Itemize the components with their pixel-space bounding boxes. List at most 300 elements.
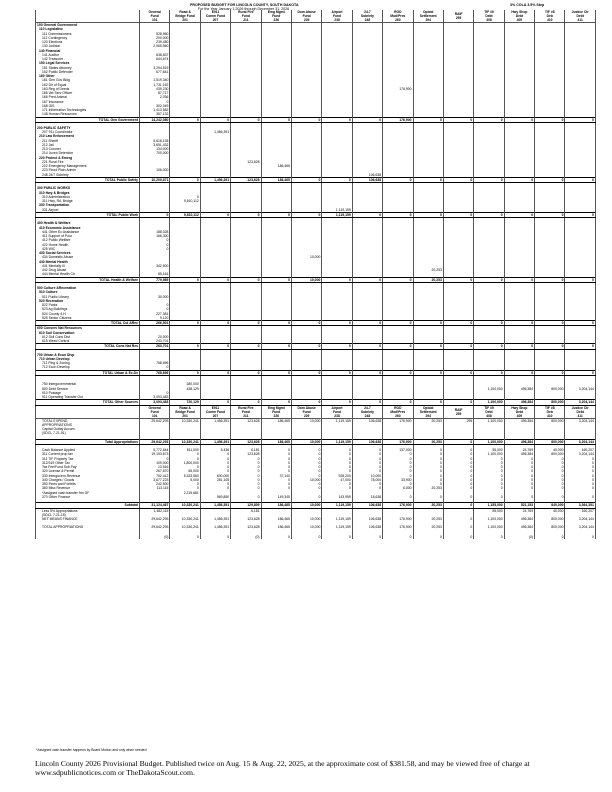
amount-cell: 0 <box>443 535 473 539</box>
row-label: TOTAL EXPEND. <box>36 418 140 423</box>
column-header-line: E911 <box>211 10 220 14</box>
row-label: 163 Reg of Deeds <box>36 87 140 91</box>
amount-cell: 55,000 <box>474 508 504 513</box>
amount-cell: 0 <box>352 370 382 375</box>
amount-cell: 0 <box>291 474 321 478</box>
amount-cell: 0 <box>443 482 473 486</box>
column-header <box>200 10 230 23</box>
amount-cell: 0 <box>504 457 534 461</box>
amount-cell: 0 <box>200 344 230 349</box>
row-label: 331 Airport <box>36 208 140 213</box>
row-label: Tax Fee/Fund Sub Pay <box>36 465 140 469</box>
column-header-line: Debt <box>576 14 584 18</box>
amount-cell: 0 <box>413 535 443 539</box>
amount-cell: 20,253 <box>413 277 443 282</box>
amount-cell: 1,119,159 <box>322 212 352 217</box>
amount-cell: 5,436 <box>200 448 230 452</box>
amount-cell: 0 <box>565 277 595 282</box>
column-header <box>443 405 473 418</box>
row-label: 442 Drug Abuse <box>36 268 140 272</box>
amount-cell: 134,000 <box>140 147 170 151</box>
column-header-line: 408 <box>486 413 492 418</box>
amount-cell: 0 <box>383 452 413 456</box>
row-label: 166 Pred Animal <box>36 95 140 99</box>
amount-cell: 0 <box>535 117 565 122</box>
amount-cell: 0 <box>261 457 291 461</box>
amount-cell: 0 <box>443 177 473 182</box>
column-header-line: Dom Abuse <box>297 405 316 410</box>
amount-cell: 0 <box>261 117 291 122</box>
amount-cell: 0 <box>231 117 261 122</box>
amount-cell: 0 <box>231 277 261 282</box>
amount-cell: 0 <box>474 344 504 349</box>
row-label: 370 Other Finance <box>36 495 140 499</box>
row-label: 311 TIF Property Tax <box>36 457 140 461</box>
amount-cell: 0 <box>565 495 595 499</box>
row-label: TOTAL Public Work <box>36 212 140 217</box>
amount-cell: 0 <box>413 212 443 217</box>
amount-cell: 0 <box>231 478 261 482</box>
column-header-line: Dom Abuse <box>297 10 316 14</box>
amount-cell: 0 <box>322 465 352 469</box>
amount-cell: 0 <box>565 469 595 473</box>
amount-cell: 0 <box>535 478 565 482</box>
amount-cell: 6,181 <box>231 508 261 513</box>
amount-cell: 176,900 <box>383 87 413 91</box>
amount-cell: 0 <box>200 212 230 217</box>
column-header <box>291 405 321 418</box>
row-label: 223 Flood Plain Admin <box>36 168 140 172</box>
row-label: 207 911 Coordinator <box>36 130 140 134</box>
amount-cell: 5,333,560 <box>170 474 200 478</box>
amount-cell: 0 <box>140 391 170 395</box>
amount-cell: 29,642,293 <box>140 525 170 529</box>
column-header-row <box>36 405 596 418</box>
column-header-line: 226 <box>273 413 280 418</box>
amount-cell: 720,129 <box>170 400 200 405</box>
column-header-line: 248 <box>364 413 371 418</box>
row-label: 910 Postage <box>36 391 140 395</box>
amount-cell: 1,119,159 <box>322 503 352 508</box>
amount-cell: 3,204,144 <box>565 525 595 529</box>
amount-cell: 186,465 <box>261 525 291 529</box>
amount-cell: 0 <box>322 482 352 486</box>
column-header-line: 229 <box>303 413 310 418</box>
column-header-line: Fund <box>150 409 159 414</box>
amount-cell: 800,000 <box>535 439 565 444</box>
amount-cell: 0 <box>322 400 352 405</box>
amount-cell: 0 <box>535 465 565 469</box>
amount-cell: 239,480 <box>140 40 170 44</box>
amount-cell: 800,000 <box>535 452 565 456</box>
column-header-line: Justice Ctr <box>571 405 589 410</box>
amount-cell: 496,384 <box>504 418 534 423</box>
row-label: 152 Public Defender <box>36 70 140 74</box>
amount-cell: 0 <box>535 469 565 473</box>
amount-cell: 0 <box>504 277 534 282</box>
amount-cell: 0 <box>200 457 230 461</box>
amount-cell: 1,413,582 <box>140 108 170 112</box>
column-header-line: ROD <box>394 405 402 410</box>
amount-cell: 0 <box>565 465 595 469</box>
amount-cell: 0 <box>413 474 443 478</box>
column-header-line: Fund <box>150 14 159 18</box>
amount-cell: 123,628 <box>231 439 261 444</box>
amount-cell: 0 <box>170 177 200 182</box>
row-label: 130 Judicial <box>36 44 140 48</box>
amount-cell: 5,772,644 <box>140 448 170 452</box>
row-label: 800 Debt Service <box>36 387 140 391</box>
column-header-line: General <box>148 10 161 14</box>
amount-cell: 357,132 <box>140 112 170 117</box>
amount-cell: 0 <box>352 344 382 349</box>
amount-cell: 0 <box>383 474 413 478</box>
column-header-line: Fund <box>241 409 250 414</box>
amount-cell: 0 <box>261 461 291 465</box>
row-label: 500 Culture &Recreation <box>36 286 140 290</box>
row-label: 165 Vet Serv Officer <box>36 91 140 95</box>
amount-cell: 0 <box>231 344 261 349</box>
amount-cell: 1,155,000 <box>474 503 504 508</box>
amount-cell: 1,456,391 <box>200 517 230 521</box>
row-label: TOTAL Gen Government <box>36 117 140 122</box>
column-header <box>352 10 382 23</box>
amount-cell: 0 <box>565 474 595 478</box>
amount-cell: 0 <box>352 486 382 490</box>
amount-cell: 29,642,293 <box>140 439 170 444</box>
amount-cell: 0 <box>170 465 200 469</box>
amount-cell: 19,193,673 <box>140 452 170 456</box>
amount-cell: 0 <box>474 461 504 465</box>
amount-cell: 0 <box>200 321 230 326</box>
row-label: 312/319 Other Tax <box>36 461 140 465</box>
column-header-line: Debt <box>485 14 493 18</box>
column-header <box>383 405 413 418</box>
row-label: 441 Mentally Ill <box>36 264 140 268</box>
column-header <box>140 405 170 418</box>
amount-cell: 186,465 <box>261 164 291 168</box>
row-label: 525 Senior Citizens <box>36 316 140 321</box>
amount-cell: 0 <box>352 482 382 486</box>
row-label: TOTAL Cul &Rec <box>36 321 140 326</box>
column-header-line: Bridge Fund <box>175 14 195 18</box>
column-header-line: ROD <box>394 10 402 14</box>
amount-cell: 644,674 <box>140 57 170 61</box>
amount-cell: 0 <box>291 457 321 461</box>
amount-cell: 0 <box>535 212 565 217</box>
amount-cell: 5,000 <box>170 478 200 482</box>
amount-cell: 123,628 <box>231 177 261 182</box>
row-label: 310 Administration <box>36 195 140 199</box>
row-label: NET MEANS FINANCE <box>36 517 140 521</box>
amount-cell: 123,628 <box>231 517 261 521</box>
amount-cell: 569,850 <box>200 495 230 499</box>
amount-cell: 0 <box>231 212 261 217</box>
row-label <box>36 535 140 539</box>
amount-cell: 0 <box>291 465 321 469</box>
amount-cell: 0 <box>535 482 565 486</box>
amount-cell: 106,638 <box>352 177 382 182</box>
amount-cell: 496,384 <box>504 517 534 521</box>
amount-cell: 0 <box>413 461 443 465</box>
amount-cell: 0 <box>443 478 473 482</box>
amount-cell: 0 <box>535 321 565 326</box>
amount-cell: 0 <box>383 277 413 282</box>
amount-cell: 0 <box>535 370 565 375</box>
amount-cell: 0 <box>443 212 473 217</box>
row-label: 221 Rural Fire <box>36 160 140 164</box>
amount-cell: 0 <box>504 482 534 486</box>
amount-cell: 0 <box>170 321 200 326</box>
column-header-line: Fund <box>272 14 281 18</box>
amount-cell: 0 <box>200 117 230 122</box>
amount-cell: 0 <box>261 448 291 452</box>
row-label: 350 Fines and Forfeits <box>36 482 140 486</box>
amount-cell: 0 <box>504 478 534 482</box>
column-header-line: 101 <box>151 18 158 22</box>
amount-cell: 0 <box>170 482 200 486</box>
row-label: 360 Misc Revenue <box>36 486 140 490</box>
amount-cell: 0 <box>565 117 595 122</box>
amount-cell: 0 <box>261 277 291 282</box>
table-row <box>36 535 596 539</box>
column-header-line: RAIF <box>454 407 463 412</box>
amount-cell: 1,100,000 <box>474 525 504 529</box>
amount-cell: 0 <box>291 321 321 326</box>
row-label: 213 Coroner <box>36 147 140 151</box>
amount-cell: 3,294,519 <box>140 66 170 70</box>
amount-cell: 0 <box>140 303 170 307</box>
row-label: 212 Jail <box>36 143 140 147</box>
amount-cell: 0 <box>291 452 321 456</box>
amount-cell: 1,456,391 <box>200 130 230 134</box>
row-label: 600 Conserv Nat Resources <box>36 326 140 331</box>
row-label: 710 Urban Develop <box>36 357 140 361</box>
amount-cell: 0 <box>535 177 565 182</box>
amount-cell: 0 <box>383 321 413 326</box>
row-label: 168 GIS <box>36 104 140 108</box>
amount-cell: 2,065,560 <box>140 44 170 48</box>
column-header-line: 24-7 <box>364 405 371 410</box>
column-header-line: Hwy Shop <box>511 10 528 14</box>
amount-cell: 0 <box>140 212 170 217</box>
amount-cell: 0 <box>535 277 565 282</box>
amount-cell: 0 <box>504 344 534 349</box>
amount-cell: 106,638 <box>352 503 382 508</box>
column-header <box>413 10 443 23</box>
row-label: 220 Protect & Emerg <box>36 156 140 160</box>
amount-cell: 1,119,159 <box>322 439 352 444</box>
column-header-line: 201 <box>182 413 188 418</box>
amount-cell: 65,000 <box>170 469 200 473</box>
column-header-line: Fund <box>241 14 250 18</box>
column-header-line: 101 <box>151 413 158 418</box>
amount-cell: 0 <box>322 177 352 182</box>
amount-cell: 0 <box>443 517 473 521</box>
amount-cell: 0 <box>200 277 230 282</box>
amount-cell: 496,384 <box>504 439 534 444</box>
amount-cell: 0 <box>352 277 382 282</box>
amount-cell: 0 <box>504 370 534 375</box>
amount-cell: 0 <box>413 344 443 349</box>
amount-cell: 0 <box>443 277 473 282</box>
amount-cell: 779,989 <box>140 277 170 282</box>
amount-cell: 0 <box>443 117 473 122</box>
amount-cell: 0 <box>352 457 382 461</box>
amount-cell: 0 <box>474 469 504 473</box>
column-header-line: Hwy Shop <box>511 405 528 410</box>
column-header-line: 248 <box>364 18 371 22</box>
amount-cell: 0 <box>322 486 352 490</box>
amount-cell: 0 <box>261 469 291 473</box>
amount-cell: 1,456,391 <box>200 439 230 444</box>
amount-cell: 0 <box>170 452 200 456</box>
row-label: 750 Intergovernmental <box>36 382 140 386</box>
amount-cell: 10,000 <box>291 478 321 482</box>
amount-cell: 0 <box>474 117 504 122</box>
row-label: 430 Social Services <box>36 251 140 255</box>
amount-cell: 0 <box>322 457 352 461</box>
row-label: 330 Intergovern Revenue <box>36 474 140 478</box>
amount-cell: 0 <box>413 457 443 461</box>
column-header <box>231 10 261 23</box>
column-header-line: Road & <box>179 10 191 14</box>
row-label: 523 Ag Buildings <box>36 307 140 311</box>
amount-cell: 0 <box>474 212 504 217</box>
amount-cell: 0 <box>504 465 534 469</box>
row-label: 214 Juven Detention <box>36 151 140 155</box>
amount-cell: 0 <box>504 321 534 326</box>
amount-cell: 106,638 <box>352 517 382 521</box>
amount-cell: (0) <box>140 535 170 539</box>
amount-cell: 0 <box>413 478 443 482</box>
amount-cell: 188,028 <box>140 230 170 234</box>
amount-cell: 800,000 <box>535 525 565 529</box>
amount-cell: 10,330,241 <box>170 525 200 529</box>
amount-cell: 0 <box>443 465 473 469</box>
amount-cell: 295 <box>443 418 473 423</box>
column-header-line: Debt <box>576 409 584 414</box>
amount-cell: 0 <box>383 535 413 539</box>
column-header-line: Sobriety <box>360 409 375 414</box>
row-label: (SDCL 7-21-18) <box>36 513 140 517</box>
amount-cell: 0 <box>200 535 230 539</box>
row-label: 310 Hwy & Bridges <box>36 191 140 195</box>
amount-cell: 0 <box>291 495 321 499</box>
amount-cell: 0 <box>352 321 382 326</box>
column-header-line: 408 <box>486 18 492 22</box>
column-header <box>352 405 382 418</box>
row-label: *Assigned cash transfer frm GF <box>36 491 140 495</box>
amount-cell: 5,616,135 <box>140 139 170 143</box>
amount-cell: 109,000 <box>140 461 170 465</box>
column-header-line: 294 <box>425 413 431 418</box>
column-header-line: Debt <box>515 14 524 18</box>
budget-table <box>35 10 596 539</box>
amount-cell: 0 <box>140 365 170 370</box>
amount-cell: 20,253 <box>413 268 443 272</box>
amount-cell: 0 <box>383 212 413 217</box>
column-header <box>140 10 170 23</box>
amount-cell: 0 <box>170 370 200 375</box>
column-header-line: 411 <box>577 18 583 22</box>
amount-cell: 0 <box>383 465 413 469</box>
amount-cell: 0 <box>565 212 595 217</box>
header-blank-cell <box>36 405 140 418</box>
column-header <box>443 10 473 23</box>
row-label: 510 Culture <box>36 290 140 294</box>
amount-cell: 0 <box>200 469 230 473</box>
amount-cell: 0 <box>291 117 321 122</box>
amount-cell: 0 <box>565 177 595 182</box>
amount-cell: 0 <box>291 461 321 465</box>
amount-cell: 166,300 <box>140 234 170 238</box>
amount-cell: 0 <box>413 448 443 452</box>
amount-cell: 0 <box>200 465 230 469</box>
column-header-line: Emg Mgmt <box>267 10 285 14</box>
amount-cell: 0 <box>140 243 170 247</box>
row-label: 320 License & Permit <box>36 469 140 473</box>
amount-cell: 638,837 <box>140 53 170 57</box>
amount-cell: 0 <box>383 482 413 486</box>
amount-cell: 0 <box>383 495 413 499</box>
amount-cell: 0 <box>504 469 534 473</box>
row-label: 248 24/7 Sobriety <box>36 173 140 178</box>
amount-cell: 10,000 <box>291 503 321 508</box>
amount-cell: 29,642,293 <box>140 418 170 423</box>
row-label: 311 Hwy, Rd, Bridge <box>36 199 140 203</box>
amount-cell: 0 <box>231 474 261 478</box>
row-label: 171 Information Technologies <box>36 108 140 112</box>
amount-cell: 123,628 <box>231 160 261 164</box>
amount-cell: 0 <box>504 177 534 182</box>
amount-cell: 0 <box>352 452 382 456</box>
amount-cell: 0 <box>261 478 291 482</box>
row-label: 400 Health & Welfare <box>36 221 140 225</box>
row-label: 441 Other Ec Assistance <box>36 230 140 234</box>
amount-cell: 0 <box>443 439 473 444</box>
column-header <box>474 405 504 418</box>
amount-cell: 0 <box>565 535 595 539</box>
amount-cell: 186,465 <box>261 418 291 423</box>
amount-cell: 439,230 <box>140 87 170 91</box>
row-label: Total Appropriations <box>36 439 140 444</box>
column-header-line: Deb <box>546 14 553 18</box>
amount-cell: 0 <box>413 400 443 405</box>
amount-cell: 123,628 <box>231 525 261 529</box>
amount-cell: 0 <box>170 277 200 282</box>
amount-cell: 33,900 <box>383 478 413 482</box>
amount-cell: 20,253 <box>413 418 443 423</box>
amount-cell: 20,253 <box>413 503 443 508</box>
amount-cell: 281,105 <box>200 478 230 482</box>
amount-cell: 0 <box>535 474 565 478</box>
amount-cell: 0 <box>352 117 382 122</box>
column-header-line: 238 <box>334 413 340 418</box>
amount-cell: 0 <box>413 117 443 122</box>
amount-cell: 1,100,000 <box>474 439 504 444</box>
amount-cell: 768,696 <box>140 370 170 375</box>
amount-cell: 496,384 <box>504 400 534 405</box>
amount-cell: 1,119,159 <box>322 418 352 423</box>
amount-cell: 0 <box>291 486 321 490</box>
amount-cell: 1,456,391 <box>200 503 230 508</box>
amount-cell: 0 <box>443 344 473 349</box>
amount-cell: 18,638 <box>352 495 382 499</box>
row-label: 112 Contingency <box>36 36 140 40</box>
amount-cell: 3,204,144 <box>565 387 595 391</box>
amount-cell: 0 <box>443 457 473 461</box>
